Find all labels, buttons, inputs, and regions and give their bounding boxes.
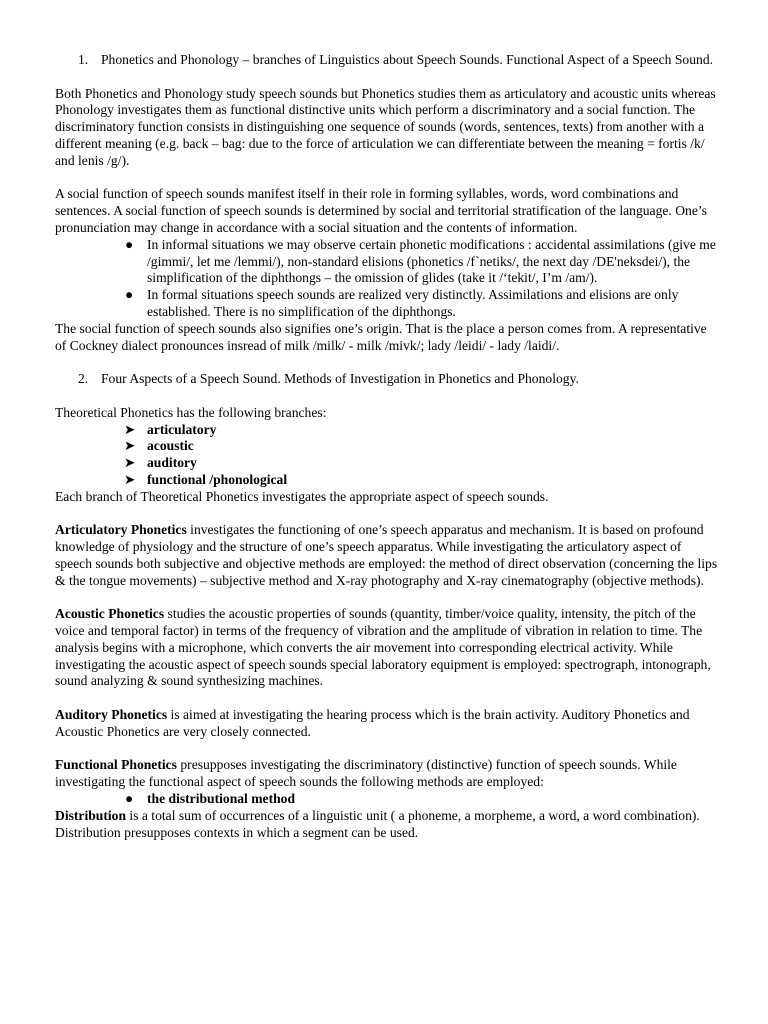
arrow-bullet-icon: ➤ xyxy=(124,421,136,437)
bullet-icon: ● xyxy=(125,287,134,303)
paragraph-auditory xyxy=(55,707,720,741)
method-label: the distributional method xyxy=(147,791,296,807)
list-item xyxy=(55,455,720,472)
paragraph-distribution xyxy=(55,808,720,842)
section-2-number: 2. xyxy=(78,371,89,387)
section-1-heading-text: Phonetics and Phonology – branches of Linguistics about Speech Sounds. Functional Aspect of a Speech Sound. xyxy=(101,52,714,67)
text-articulatory: investigates the functioning of one’s speech apparatus and mechanism. It is based on profound knowledge of physiology and the structure of one’s speech apparatus. While investigating the articulatory aspect of speech sounds both subjective and objective methods are employed: the method of direct observation (concerning the lips & the tongue movements) – subjective method and X-ray photography and X-ray cinematography (objective methods). xyxy=(55,522,718,588)
document-page xyxy=(55,52,720,841)
term-acoustic: Acoustic Phonetics xyxy=(55,606,165,622)
arrow-bullet-icon: ➤ xyxy=(124,438,136,454)
bullet-icon: ● xyxy=(125,236,134,252)
branch-label: acoustic xyxy=(147,438,194,454)
term-articulatory: Articulatory Phonetics xyxy=(55,522,187,538)
text-functional: presupposes investigating the discriminatory (distinctive) function of speech sounds. While investigating the functional aspect of speech sounds the following methods are employed: xyxy=(55,757,677,790)
paragraph-social-function: A social function of speech sounds manifest itself in their role in forming syllables, words, word combinations and sentences. A social function of speech sounds is determined by social and territorial stratification of the language. One’s pronunciation may change in accordance with a social situation and the contents of information. xyxy=(55,186,707,235)
term-distribution: Distribution xyxy=(55,807,127,823)
list-item xyxy=(55,287,720,321)
paragraph-articulatory xyxy=(55,522,720,589)
section-2-heading xyxy=(55,371,720,388)
list-item-text: In formal situations speech sounds are realized very distinctly. Assimilations and elisions are only established. There is no simplification of the diphthongs. xyxy=(147,287,679,319)
paragraph-origin: The social function of speech sounds also signifies one’s origin. That is the place a person comes from. A representative of Cockney dialect pronounces insread of milk /milk/ - milk /mivk/; lady /leidi/ - lady /laidi/. xyxy=(55,320,707,353)
list-item xyxy=(55,422,720,439)
text-distribution: is a total sum of occurrences of a linguistic unit ( a phoneme, a morpheme, a word, a word combination). Distribution presupposes contexts in which a segment can be used. xyxy=(55,807,700,840)
paragraph-functional xyxy=(55,757,720,791)
list-item xyxy=(55,237,720,287)
arrow-bullet-icon: ➤ xyxy=(124,455,136,471)
section-2-heading-text: Four Aspects of a Speech Sound. Methods of Investigation in Phonetics and Phonology. xyxy=(101,371,579,387)
list-item xyxy=(55,791,720,808)
bullet-icon: ● xyxy=(125,791,134,807)
text-acoustic: studies the acoustic properties of sounds (quantity, timber/voice quality, intensity, the pitch of the voice and temporal factor) in terms of the frequency of vibration and the amplitude of vibration in relation to time. The analysis begins with a microphone, which converts the air movement into corresponding electrical activity. While investigating the acoustic aspect of speech sounds special laboratory equipment is employed: spectrograph, intonograph, sound analyzing & sound synthesizing machines. xyxy=(55,606,711,689)
branch-label: articulatory xyxy=(147,421,217,437)
paragraph-phonetics-phonology: Both Phonetics and Phonology study speech sounds but Phonetics studies them as articulatory and acoustic units whereas Phonology investigates them as functional distinctive units which perform a discriminatory and a social function. The discriminatory function consists in distinguishing one sequence of sounds (words, sentences, texts) from another with a different meaning (e.g. back – bag: due to the force of articulation we can differentiate between the meaning = fortis /k/ and lenis /g/). xyxy=(55,85,716,168)
arrow-bullet-icon: ➤ xyxy=(124,471,136,487)
list-item xyxy=(55,472,720,489)
term-functional: Functional Phonetics xyxy=(55,757,177,773)
list-item-text: In informal situations we may observe certain phonetic modifications : accidental assimilations (give me /gimmi/, let me /lemmi/), non-standard elisions (phonetics /f`netiks/, the next day /DE'neksdei/), the simplification of the diphthongs – the omission of glides (take it /‘tekit/, I’m /am/). xyxy=(147,236,716,286)
list-item xyxy=(55,438,720,455)
text-auditory: is aimed at investigating the hearing process which is the brain activity. Auditory Phonetics and Acoustic Phonetics are very closely connected. xyxy=(55,707,690,739)
section-1-heading xyxy=(55,52,720,69)
term-auditory: Auditory Phonetics xyxy=(55,707,168,723)
section-1-number: 1. xyxy=(78,52,89,67)
paragraph-branches-intro: Theoretical Phonetics has the following branches: xyxy=(55,404,327,420)
paragraph-acoustic xyxy=(55,606,720,690)
branch-label: auditory xyxy=(147,455,197,471)
branch-label: functional /phonological xyxy=(147,471,288,487)
paragraph-branches-summary: Each branch of Theoretical Phonetics investigates the appropriate aspect of speech sounds. xyxy=(55,488,549,504)
